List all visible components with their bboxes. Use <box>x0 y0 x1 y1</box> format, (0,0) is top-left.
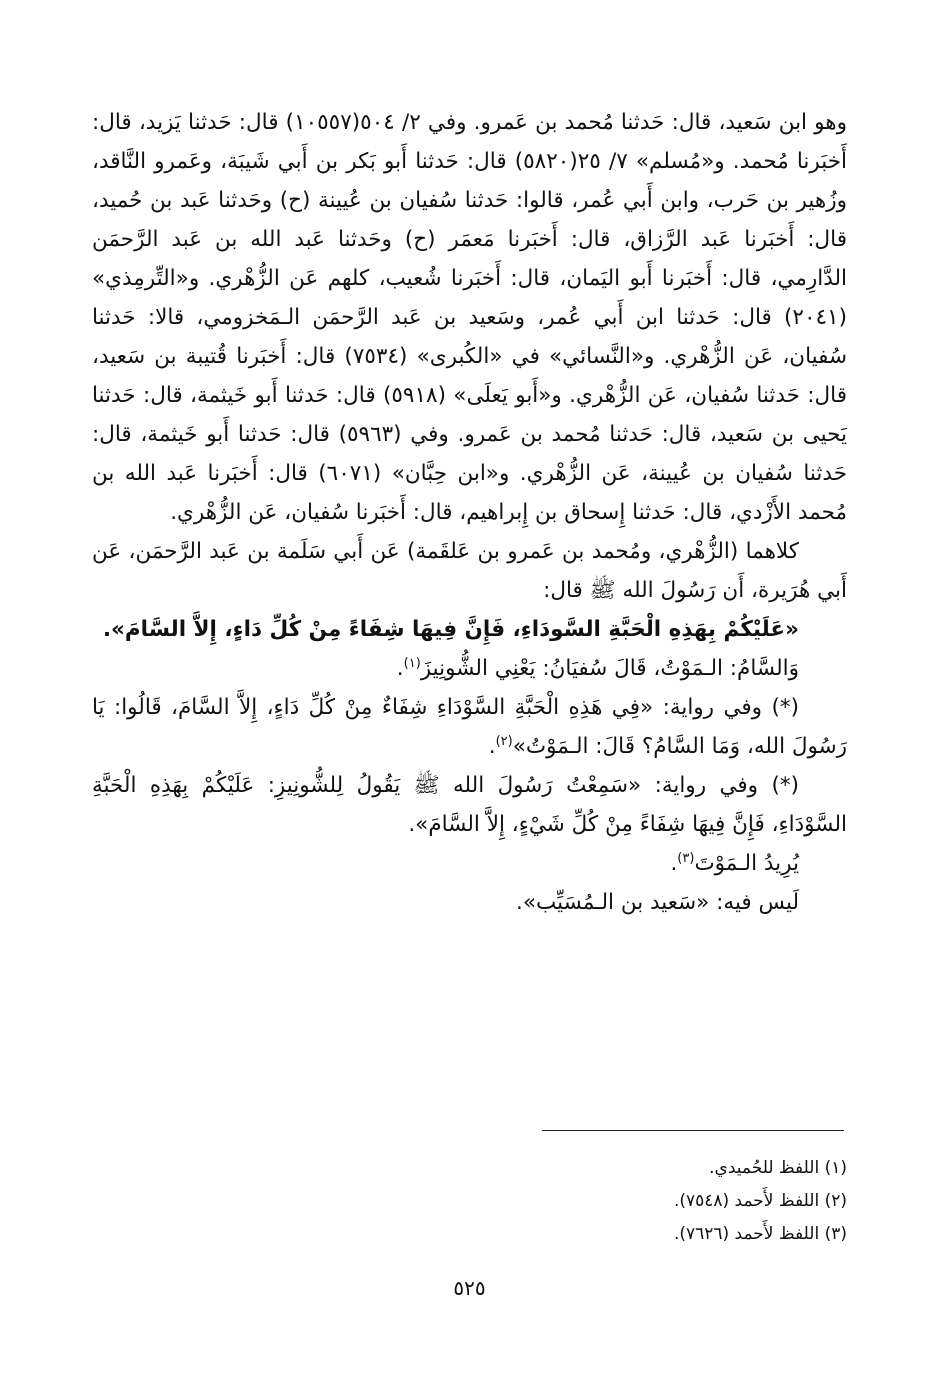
narration-variant-2: (*) وفي رواية: «سَمِعْتُ رَسُولَ الله ﷺ يَقُولُ لِلشُّونِيزِ: عَلَيْكُمْ بِهَذِهِ الْحَبَّةِ السَّوْدَاءِ، فَإِنَّ فِيهَا شِفَاءً مِنْ كُلِّ شَيْءٍ، إِلاَّ السَّامَ». <box>92 773 847 837</box>
note-paragraph: لَيس فيه: «سَعيد بن الـمُسَيِّب». <box>515 890 799 915</box>
footnote-3: (٣) اللفظ لأَحمد (٧٦٢٦). <box>673 1224 847 1244</box>
footnote-1: (١) اللفظ للحُميدي. <box>709 1158 847 1178</box>
meaning-end: . <box>670 851 678 876</box>
explanation-end: . <box>396 656 404 681</box>
hadith-text: «عَلَيْكُمْ بِهَذِهِ الْحَبَّةِ السَّودَاءِ، فَإِنَّ فِيهَا شِفَاءً مِنْ كُلِّ دَاءٍ، إِلاَّ السَّامَ». <box>102 617 799 642</box>
footnote-ref-3: (٣) <box>677 850 695 866</box>
footnote-ref-1: (١) <box>403 655 421 671</box>
footnote-2: (٢) اللفظ لأَحمد (٧٥٤٨). <box>673 1191 847 1211</box>
explanation-paragraph <box>92 649 847 688</box>
variant-1-end: . <box>488 734 496 759</box>
footnote-ref-2: (٢) <box>495 733 513 749</box>
explanation-text: وَالسَّامُ: الـمَوْتُ، قَالَ سُفيَانُ: يَعْنِي الشُّونِيزَ <box>420 656 799 681</box>
page-number: ٥٢٥ <box>453 1276 486 1300</box>
variant-1-text: (*) وفي رواية: «فِي هَذِهِ الْحَبَّةِ السَّوْدَاءِ شِفَاءٌ مِنْ كُلِّ دَاءٍ، إِلاَّ السَّامَ، قَالُوا: يَا رَسُولَ الله، وَمَا السَّامُ؟ قَالَ: الـمَوْتُ» <box>92 695 847 759</box>
meaning-text: يُرِيدُ الـمَوْتَ <box>694 851 799 876</box>
chain-paragraph: كلاهما (الزُّهْري، ومُحمد بن عَمرو بن عَلقَمة) عَن أَبي سَلَمة بن عَبد الرَّحمَن، عَن أَبي هُرَيرة، أَن رَسُولَ الله ﷺ قال: <box>92 539 847 603</box>
meaning-paragraph <box>92 844 847 883</box>
main-text <box>92 103 847 922</box>
isnad-paragraph: وهو ابن سَعيد، قال: حَدثنا مُحمد بن عَمرو. وفي ٢/ ٥٠٤(١٠٥٥٧) قال: حَدثنا يَزيد، قال: أَخبَرنا مُحمد. و«مُسلم» ٧/ ٢٥(٥٨٢٠) قال: حَدثنا أَبو بَكر بن أَبي شَيبَة، وعَمرو النَّاقد، وزُهير بن حَرب، وابن أَبي عُمر، قالوا: حَدثنا سُفيان بن عُيينة (ح) وحَدثنا عَبد بن حُميد، قال: أَخبَرنا عَبد الرَّزاق، قال: أَخبَرنا مَعمَر (ح) وحَدثنا عَبد الله بن عَبد الرَّحمَن الدَّارِمي، قال: أَخبَرنا أَبو اليَمان، قال: أَخبَرنا شُعيب، كلهم عَن الزُّهْري. و«التِّرمِذي» (٢٠٤١) قال: حَدثنا ابن أَبي عُمر، وسَعيد بن عَبد الرَّحمَن الـمَخزومي، قالا: حَدثنا سُفيان، عَن الزُّهْري. و«النَّسائي» في «الكُبرى» (٧٥٣٤) قال: أَخبَرنا قُتيبة بن سَعيد، قال: حَدثنا سُفيان، عَن الزُّهْري. و«أَبو يَعلَى» (٥٩١٨) قال: حَدثنا أَبو خَيثمة، قال: حَدثنا يَحيى بن سَعيد، قال: حَدثنا مُحمد بن عَمرو. وفي (٥٩٦٣) قال: حَدثنا أَبو خَيثمة، قال: حَدثنا سُفيان بن عُيينة، عَن الزُّهْري. و«ابن حِبَّان» (٦٠٧١) قال: أَخبَرنا عَبد الله بن مُحمد الأَزْدي، قال: حَدثنا إِسحاق بن إِبراهيم، قال: أَخبَرنا سُفيان، عَن الزُّهْري. <box>92 110 848 525</box>
footnote-divider <box>542 1130 844 1131</box>
footnotes <box>92 1152 847 1251</box>
narration-variant-1 <box>92 688 847 766</box>
